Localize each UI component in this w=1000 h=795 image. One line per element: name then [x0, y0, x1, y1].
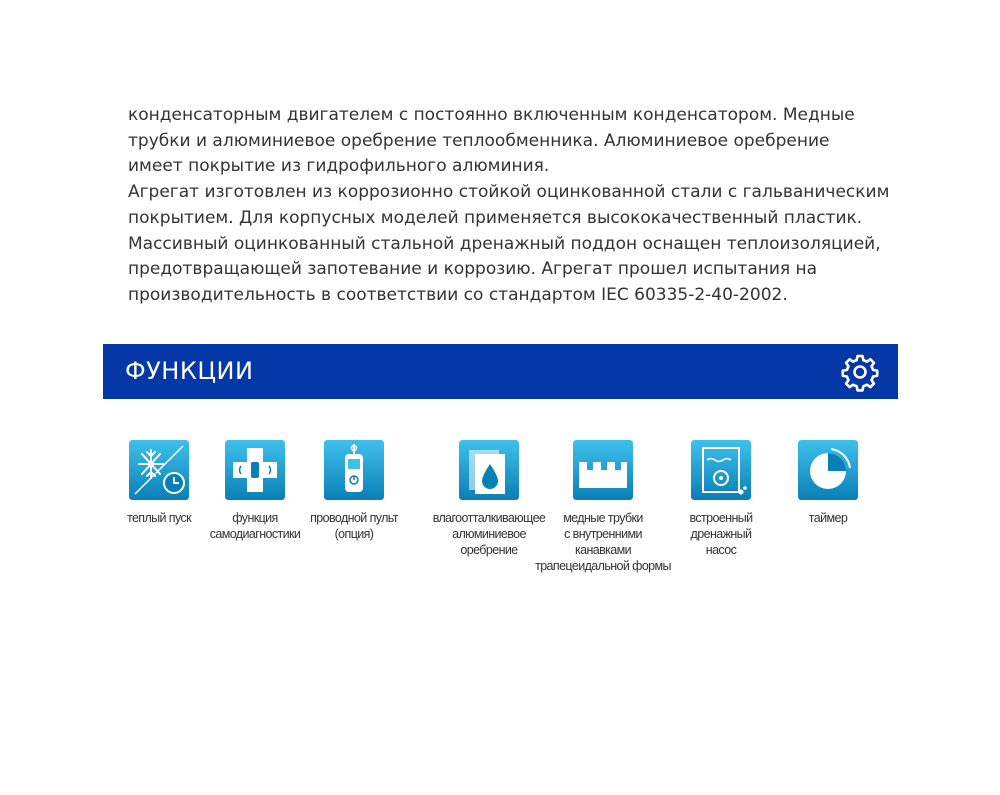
- description-line: имеет покрытие из гидрофильного алюминия.: [128, 156, 550, 177]
- grooved-copper-tube-icon: [573, 440, 633, 500]
- description-line: производительность в соответствии со стандартом IEC 60335-2-40-2002.: [128, 284, 788, 305]
- snowflake-clock-icon: [129, 440, 189, 500]
- description-line: Агрегат изготовлен из коррозионно стойкой оцинкованной стали с гальваническим: [128, 182, 890, 203]
- description-line: трубки и алюминиевое оребрение теплообменника. Алюминиевое оребрение: [128, 130, 830, 151]
- feature-caption: встроенный дренажный насос: [689, 511, 753, 557]
- feature-caption: влагоотталкивающее алюминиевое оребрение: [432, 511, 546, 557]
- water-drop-fins-icon: [459, 440, 519, 500]
- drain-pump-icon: [691, 440, 751, 500]
- gear-icon: [840, 352, 880, 392]
- functions-title: ФУНКЦИИ: [125, 357, 254, 385]
- description-line: покрытием. Для корпусных моделей применяется высококачественный пластик.: [128, 207, 863, 228]
- feature-caption: функция самодиагностики: [209, 511, 301, 541]
- wired-remote-icon: [324, 440, 384, 500]
- description-line: Массивный оцинкованный стальной дренажный поддон оснащен теплоизоляцией,: [128, 233, 881, 254]
- description-line: конденсаторным двигателем с постоянно включенным конденсатором. Медные: [128, 105, 855, 125]
- feature-timer: [758, 440, 898, 526]
- feature-caption: медные трубки с внутренними канавками трапецеидальной формы: [535, 511, 671, 573]
- functions-header-bar: [103, 344, 898, 399]
- description-line: предотвращающей запотевание и коррозию. Агрегат прошел испытания на: [128, 259, 818, 280]
- feature-wired-remote: [284, 440, 424, 542]
- feature-caption: проводной пульт (опция): [310, 511, 398, 541]
- feature-caption: таймер: [808, 511, 848, 525]
- self-diagnostics-cross-icon: [225, 440, 285, 500]
- description-text: [128, 103, 908, 309]
- feature-caption: теплый пуск: [126, 511, 192, 525]
- timer-pie-icon: [798, 440, 858, 500]
